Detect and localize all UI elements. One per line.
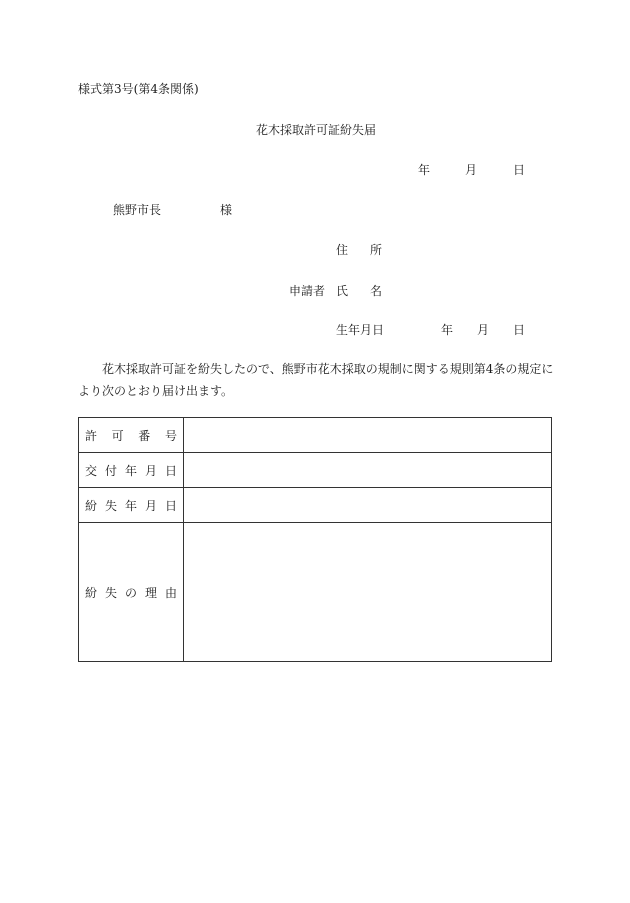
permit-number-field[interactable] — [183, 418, 551, 453]
table-row-loss-date — [79, 488, 552, 523]
loss-reason-label: 紛失の理由 — [84, 585, 177, 600]
form-number: 様式第3号(第4条関係) — [78, 82, 199, 96]
address-label-char-2: 所 — [370, 243, 383, 257]
body-paragraph: 花木採取許可証を紛失したので、熊野市花木採取の規制に関する規則第4条の規定により次のとおり届け出ます。 — [78, 362, 554, 398]
loss-details-table — [78, 417, 552, 662]
table-row-issue-date — [79, 453, 552, 488]
document-title: 花木採取許可証紛失届 — [256, 123, 377, 137]
table-label-cell — [79, 453, 184, 488]
address-label-char-1: 住 — [336, 243, 349, 257]
address-label — [336, 243, 404, 257]
table-label-cell — [79, 523, 184, 662]
recipient-honorific: 様 — [220, 203, 233, 217]
name-label-char-2: 名 — [370, 284, 383, 298]
date-month-label: 月 — [465, 163, 478, 177]
table-label-cell — [79, 488, 184, 523]
birthdate-year-label: 年 — [441, 323, 454, 337]
loss-date-label: 紛失年月日 — [84, 498, 177, 513]
recipient-name: 熊野市長 — [113, 203, 162, 217]
table-label-cell — [79, 418, 184, 453]
name-label — [336, 284, 404, 298]
loss-reason-field[interactable] — [183, 523, 551, 662]
birthdate-month-label: 月 — [477, 323, 490, 337]
name-label-char-1: 氏 — [336, 284, 349, 298]
date-day-label: 日 — [513, 163, 526, 177]
birthdate-day-label: 日 — [513, 323, 526, 337]
applicant-role-label: 申請者 — [289, 284, 326, 298]
issue-date-label: 交付年月日 — [84, 463, 177, 478]
table-row-permit-number — [79, 418, 552, 453]
table-row-loss-reason — [79, 523, 552, 662]
loss-date-field[interactable] — [183, 488, 551, 523]
permit-number-label: 許可番号 — [84, 428, 177, 443]
issue-date-field[interactable] — [183, 453, 551, 488]
birthdate-label: 生年月日 — [336, 323, 385, 337]
date-year-label: 年 — [418, 163, 431, 177]
